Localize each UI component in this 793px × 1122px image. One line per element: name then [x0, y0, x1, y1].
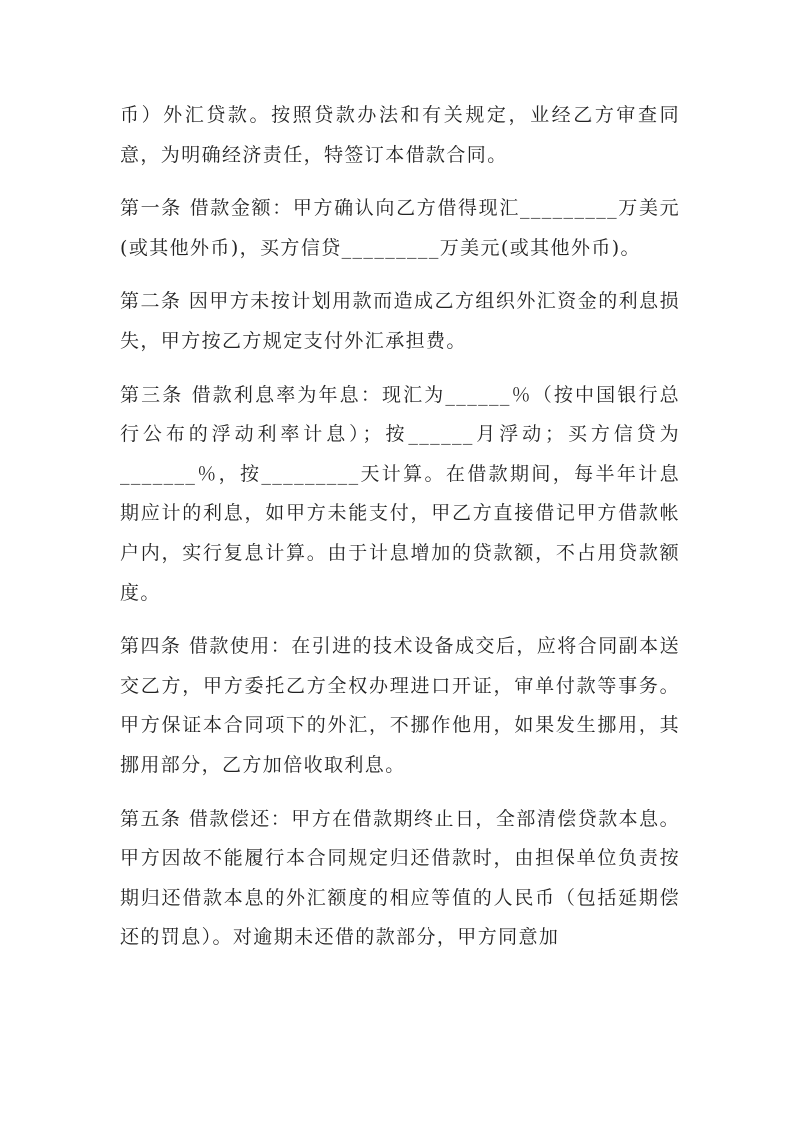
paragraph-article-2: 第二条 因甲方未按计划用款而造成乙方组织外汇资金的利息损失，甲方按乙方规定支付外汇承担费。 — [120, 290, 680, 352]
contract-body — [120, 96, 680, 972]
paragraph-article-5: 第五条 借款偿还：甲方在借款期终止日，全部清偿贷款本息。甲方因故不能履行本合同规定归还借款时，由担保单位负责按期归还借款本息的外汇额度的相应等值的人民币（包括延期偿还的罚息）。对逾期未还借的款部分，甲方同意加 — [120, 807, 680, 949]
paragraph-article-4: 第四条 借款使用：在引进的技术设备成交后，应将合同副本送交乙方，甲方委托乙方全权办理进口开证，审单付款等事务。甲方保证本合同项下的外汇，不挪作他用，如果发生挪用，其挪用部分，乙方加倍收取利息。 — [120, 635, 680, 776]
paragraph-article-1: 第一条 借款金额：甲方确认向乙方借得现汇_________万美元(或其他外币)，买方信贷_________万美元(或其他外币)。 — [120, 197, 680, 259]
paragraph-article-3: 第三条 借款利息率为年息：现汇为______％（按中国银行总行公布的浮动利率计息）；按______月浮动；买方信贷为_______％，按_________天计算。在借款期间，每半年计息期应计的利息，如甲方未能支付，甲乙方直接借记甲方借款帐户内，实行复息计算。由于计息增加的贷款额，不占用贷款额度。 — [120, 383, 680, 604]
paragraph-intro-continuation: 币）外汇贷款。按照贷款办法和有关规定，业经乙方审查同意，为明确经济责任，特签订本借款合同。 — [120, 104, 680, 166]
